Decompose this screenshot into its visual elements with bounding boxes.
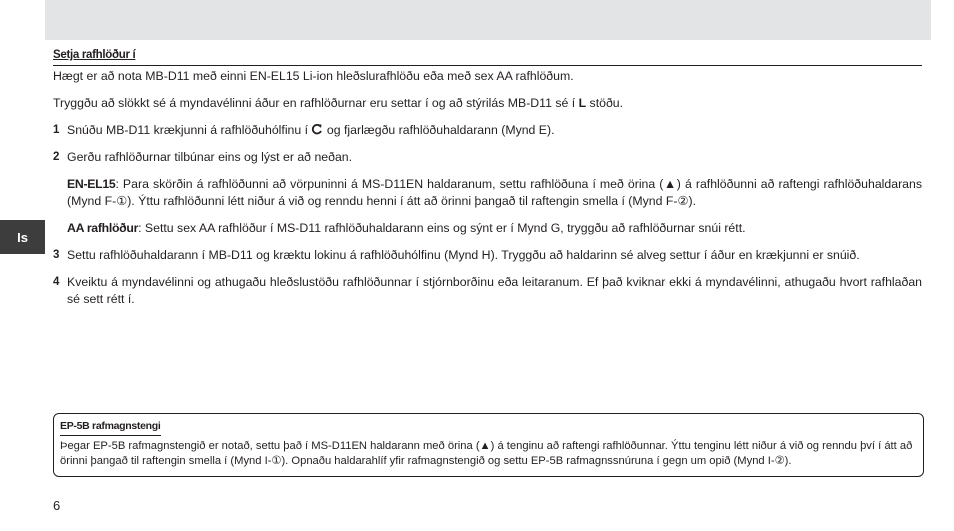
step-text: Settu rafhlöðuhaldarann í MB-D11 og kræktu lokinu á rafhlöðuhólfinu (Mynd H). Tryggðu að haldarinn sé alveg settur í áður en krækjunni er snúið. xyxy=(67,248,860,262)
section-title: Setja rafhlöður í xyxy=(53,49,136,61)
section-title-row xyxy=(53,47,922,66)
step-number: 4 xyxy=(53,276,60,288)
note-title: EP-5B rafmagnstengi xyxy=(60,419,161,436)
note-text: Þegar EP-5B rafmagnstengið er notað, settu það í MS-D11EN haldarann með örina (▲) á tenginu að raftengi rafhlöðunnar. Ýttu tenginu létt niður á við og renndu því í átt að örinni þangað til raftengin smella í (Mynd I-①). Opnaðu haldarahlíf yfir rafmagnstengið og settu EP-5B rafmagnssnúruna í gegn um opið (Mynd I-②). xyxy=(60,439,913,467)
step-number: 1 xyxy=(53,124,60,136)
main-content xyxy=(53,47,922,308)
step-1-text-b: og fjarlægðu rafhlöðuhaldarann (Mynd E). xyxy=(323,123,555,137)
intro-paragraph-2 xyxy=(53,95,922,112)
step-text xyxy=(67,122,922,139)
intro-paragraph-2-text-a: Tryggðu að slökkt sé á myndavélinni áður en rafhlöðurnar eru settar í og að stýrilás MB-D11 sé í xyxy=(53,96,579,110)
en-el15-label: EN-EL15 xyxy=(67,177,116,191)
header-band xyxy=(45,0,931,40)
aa-instructions xyxy=(53,220,922,237)
aa-label: AA rafhlöður xyxy=(67,221,139,235)
intro-paragraph-2-text-b: stöðu. xyxy=(586,96,624,110)
note-box xyxy=(53,413,924,477)
language-tab-label: Is xyxy=(17,229,28,245)
step-text: Kveiktu á myndavélinni og athugaðu hleðslustöðu rafhlöðunnar í stjórnborðinu eða leitaranum. Ef það kviknar ekki á myndavélinni, athugaðu hvort rafhlaðan sé sett rétt í. xyxy=(67,275,922,306)
aa-text: : Settu sex AA rafhlöður í MS-D11 rafhlöðuhaldarann eins og sýnt er í Mynd G, tryggðu að rafhlöðurnar snúi rétt. xyxy=(138,221,746,235)
step-1 xyxy=(53,122,922,139)
step-4 xyxy=(53,274,922,308)
en-el15-instructions xyxy=(53,176,922,210)
step-3 xyxy=(53,247,922,264)
lock-position-label: L xyxy=(578,96,587,110)
step-number: 2 xyxy=(53,151,60,163)
step-number: 3 xyxy=(53,249,60,261)
step-2 xyxy=(53,149,922,166)
step-1-text-a: Snúðu MB-D11 krækjunni á rafhlöðuhólfinu í xyxy=(67,123,312,137)
intro-paragraph-1: Hægt er að nota MB-D11 með einni EN-EL15 Li-ion hleðslurafhlöðu eða með sex AA rafhlöðum. xyxy=(53,69,574,83)
language-tab xyxy=(0,220,45,254)
rotate-arrow-icon xyxy=(311,123,323,135)
en-el15-text: : Para skörðin á rafhlöðunni að vörpuninni á MS-D11EN haldaranum, settu rafhlöðuna í með örina (▲) á rafhlöðunni að raftengi rafhlöðuhaldarans (Mynd F-①). Ýttu rafhlöðunni létt niður á við og renndu henni í átt að örinni þangað til raftengin smella í (Mynd F-②). xyxy=(67,177,922,208)
page-number: 6 xyxy=(53,498,61,513)
step-text: Gerðu rafhlöðurnar tilbúnar eins og lýst er að neðan. xyxy=(67,150,353,164)
